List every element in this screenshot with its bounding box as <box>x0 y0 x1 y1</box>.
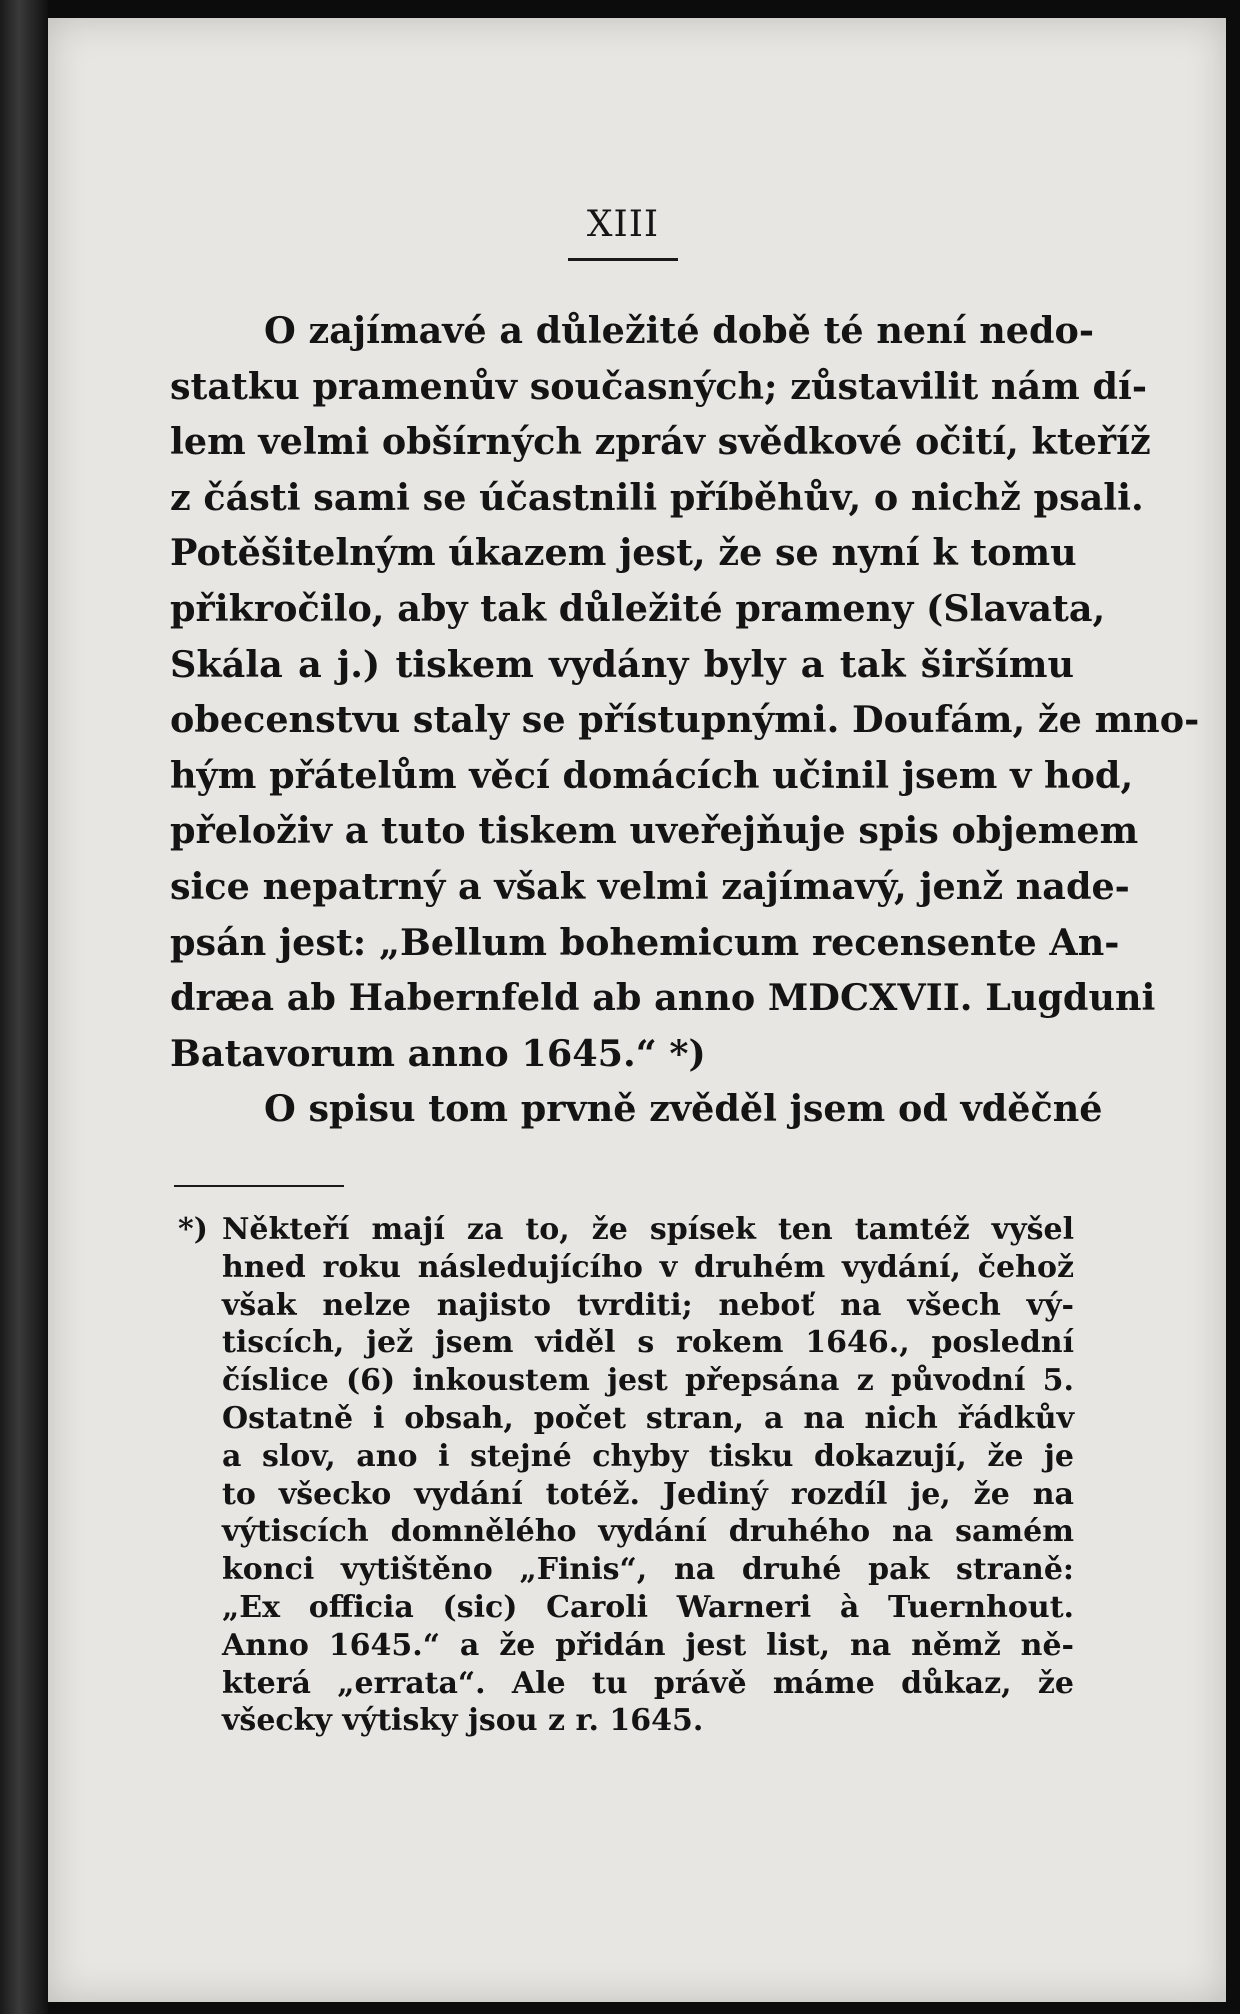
footnote-line: která „errata“. Ale tu právě máme důkaz, že <box>222 1665 1074 1701</box>
text-line: z části sami se účastnili příběhův, o nichž psali. <box>170 475 1144 519</box>
footnote-line: výtiscích domnělého vydání druhého na samém <box>222 1514 1074 1550</box>
text-line: statku pramenův současných; zůstavilit nám dí- <box>170 364 1147 408</box>
footnote-line: tiscích, jež jsem viděl s rokem 1646., poslední <box>222 1325 1074 1361</box>
page-number: XIII <box>586 204 660 245</box>
text-line: hým přátelům věcí domácích učinil jsem v hod, <box>170 753 1134 797</box>
book-gutter-edge <box>0 0 48 2014</box>
main-paragraph <box>170 303 1200 1137</box>
text-line: přeloživ a tuto tiskem uveřejňuje spis objemem <box>170 809 1139 853</box>
footnote-line: Ostatně i obsah, počet stran, a na nich řádkův <box>222 1400 1074 1436</box>
text-line: sice nepatrný a však velmi zajímavý, jenž nade- <box>170 864 1130 908</box>
text-line: přikročilo, aby tak důležité prameny (Slavata, <box>170 586 1106 630</box>
footnote-separator <box>174 1185 344 1187</box>
footnote-marker: *) <box>178 1212 208 1247</box>
text-line: dræa ab Habernfeld ab anno MDCXVII. Lugduni <box>170 976 1156 1020</box>
footnote-line: „Ex officia (sic) Caroli Warneri à Tuernhout. <box>222 1589 1074 1625</box>
footnote-line: to všecko vydání totéž. Jediný rozdíl je, že na <box>222 1476 1074 1512</box>
footnote-line: hned roku následujícího v druhém vydání, čehož <box>222 1249 1074 1285</box>
text-line: O spisu tom prvně zvěděl jsem od vděčné <box>264 1087 1103 1131</box>
text-line: psán jest: „Bellum bohemicum recensente An- <box>170 920 1120 964</box>
footnote-line: však nelze najisto tvrditi; neboť na všech vý- <box>222 1287 1074 1323</box>
text-line: lem velmi obšírných zpráv svědkové očití, kteříž <box>170 420 1151 464</box>
footnote-line: Anno 1645.“ a že přidán jest list, na němž ně- <box>222 1627 1074 1663</box>
page-number-underline <box>568 258 678 261</box>
footnote <box>178 1211 1074 1740</box>
text-line: O zajímavé a důležité době té není nedo- <box>264 309 1095 352</box>
footnote-line: číslice (6) inkoustem jest přepsána z původní 5. <box>222 1363 1074 1399</box>
footnote-line: všecky výtisky jsou z r. 1645. <box>222 1703 704 1739</box>
text-line: obecenstvu staly se přístupnými. Doufám, že mno- <box>170 698 1200 742</box>
footnote-line: a slov, ano i stejné chyby tisku dokazují, že je <box>222 1438 1074 1474</box>
text-line: Potěšitelným úkazem jest, že se nyní k tomu <box>170 531 1077 575</box>
text-line: Skála a j.) tiskem vydány byly a tak širšímu <box>170 642 1074 686</box>
text-line: Batavorum anno 1645.“ *) <box>170 1031 706 1075</box>
footnote-line: Někteří mají za to, že spísek ten tamtéž vyšel <box>222 1212 1074 1247</box>
footnote-line: konci vytištěno „Finis“, na druhé pak straně: <box>222 1552 1074 1588</box>
